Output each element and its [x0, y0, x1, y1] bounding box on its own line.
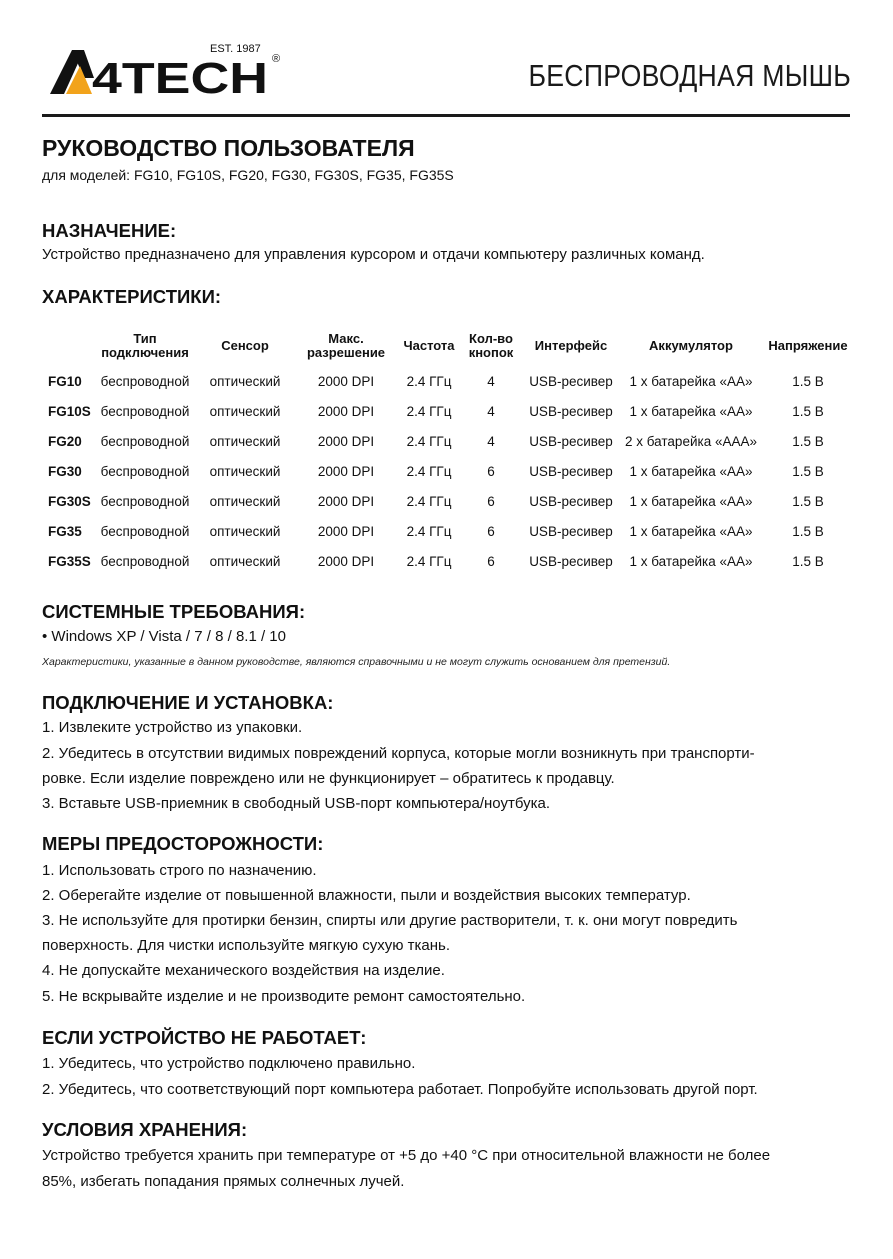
column-header: Сенсор	[221, 338, 269, 353]
column-header: Частота	[403, 338, 455, 353]
table-cell: 4	[487, 433, 495, 449]
header-divider	[42, 114, 850, 117]
table-cell: USB-ресивер	[529, 523, 613, 539]
column-header: Тип подключения	[101, 331, 189, 360]
table-cell: 1 х батарейка «АА»	[629, 403, 753, 419]
install-step: 3. Вставьте USB-приемник в свободный USB-порт компьютера/ноутбука.	[42, 795, 551, 812]
table-cell: 2.4 ГГц	[406, 373, 452, 389]
table-header-row	[42, 326, 854, 366]
precaution-item: поверхность. Для чистки используйте мягкую сухую ткань.	[42, 937, 451, 954]
table-row	[42, 486, 854, 516]
table-cell: беспроводной	[100, 493, 190, 509]
models-line: для моделей: FG10, FG10S, FG20, FG30, FG30S, FG35, FG35S	[42, 167, 454, 183]
purpose-text: Устройство предназначено для управления курсором и отдачи компьютеру различных команд.	[42, 246, 705, 263]
table-cell: беспроводной	[100, 553, 190, 569]
precaution-item: 5. Не вскрывайте изделие и не производите ремонт самостоятельно.	[42, 988, 526, 1005]
table-cell: 6	[487, 493, 495, 509]
table-cell: беспроводной	[100, 433, 190, 449]
table-cell: оптический	[209, 463, 281, 479]
precaution-item: 2. Оберегайте изделие от повышенной влажности, пыли и воздействия высоких температур.	[42, 887, 691, 904]
table-cell: оптический	[209, 403, 281, 419]
table-cell: беспроводной	[100, 373, 190, 389]
table-cell: 2.4 ГГц	[406, 463, 452, 479]
table-row	[42, 546, 854, 576]
table-cell: USB-ресивер	[529, 493, 613, 509]
column-header: Аккумулятор	[649, 338, 733, 353]
column-header: Кол-во кнопок	[468, 331, 514, 360]
specs-table	[42, 326, 854, 576]
install-step: 2. Убедитесь в отсутствии видимых повреждений корпуса, которые могли возникнуть при транспорти-	[42, 745, 755, 762]
table-cell: 2.4 ГГц	[406, 433, 452, 449]
table-cell: USB-ресивер	[529, 373, 613, 389]
document-type: БЕСПРОВОДНАЯ МЫШЬ	[528, 58, 851, 93]
table-cell: USB-ресивер	[529, 463, 613, 479]
table-cell: 2000 DPI	[317, 463, 375, 479]
table-cell: 4	[487, 403, 495, 419]
storage-heading: УСЛОВИЯ ХРАНЕНИЯ:	[42, 1119, 248, 1140]
table-cell: беспроводной	[100, 523, 190, 539]
precaution-item: 1. Использовать строго по назначению.	[42, 862, 317, 879]
table-cell: 4	[487, 373, 495, 389]
table-cell: беспроводной	[100, 403, 190, 419]
table-cell: 2.4 ГГц	[406, 553, 452, 569]
column-header: Напряжение	[768, 338, 848, 353]
table-row	[42, 366, 854, 396]
table-cell: 2000 DPI	[317, 493, 375, 509]
table-cell: FG35	[48, 523, 82, 539]
install-step: 1. Извлеките устройство из упаковки.	[42, 719, 303, 736]
table-cell: 2.4 ГГц	[406, 493, 452, 509]
precaution-item: 3. Не используйте для протирки бензин, спирты или другие растворители, т. к. они могут повредить	[42, 912, 738, 929]
table-cell: 1 х батарейка «АА»	[629, 463, 753, 479]
table-cell: беспроводной	[100, 463, 190, 479]
precaution-item: 4. Не допускайте механического воздействия на изделие.	[42, 962, 445, 979]
system-heading: СИСТЕМНЫЕ ТРЕБОВАНИЯ:	[42, 601, 306, 622]
troubleshoot-item: 1. Убедитесь, что устройство подключено правильно.	[42, 1055, 416, 1072]
table-cell: 1.5 В	[792, 433, 824, 449]
column-header: Интерфейс	[534, 338, 608, 353]
troubleshoot-heading: ЕСЛИ УСТРОЙСТВО НЕ РАБОТАЕТ:	[42, 1027, 367, 1048]
table-cell: 1.5 В	[792, 523, 824, 539]
table-cell: USB-ресивер	[529, 553, 613, 569]
table-cell: 1 х батарейка «АА»	[629, 523, 753, 539]
column-header	[42, 326, 94, 366]
table-cell: оптический	[209, 553, 281, 569]
install-step: ровке. Если изделие повреждено или не функционирует – обратитесь к продавцу.	[42, 770, 615, 787]
table-cell: 2000 DPI	[317, 403, 375, 419]
table-cell: 1.5 В	[792, 373, 824, 389]
table-cell: 2000 DPI	[317, 373, 375, 389]
table-cell: 2.4 ГГц	[406, 523, 452, 539]
table-cell: USB-ресивер	[529, 403, 613, 419]
purpose-heading: НАЗНАЧЕНИЕ:	[42, 220, 177, 241]
storage-text: Устройство требуется хранить при температуре от +5 до +40 °С при относительной влажности не более	[42, 1147, 771, 1164]
table-cell: 6	[487, 523, 495, 539]
table-cell: 2 х батарейка «ААА»	[625, 433, 757, 449]
table-cell: 2000 DPI	[317, 553, 375, 569]
table-cell: 2.4 ГГц	[406, 403, 452, 419]
table-cell: 2000 DPI	[317, 433, 375, 449]
table-cell: оптический	[209, 493, 281, 509]
table-cell: FG10S	[48, 403, 91, 419]
table-cell: 1.5 В	[792, 463, 824, 479]
table-cell: FG10	[48, 373, 82, 389]
table-cell: FG30S	[48, 493, 91, 509]
troubleshoot-item: 2. Убедитесь, что соответствующий порт компьютера работает. Попробуйте использовать другой порт.	[42, 1081, 758, 1098]
table-cell: оптический	[209, 523, 281, 539]
table-cell: 2000 DPI	[317, 523, 375, 539]
table-row	[42, 516, 854, 546]
os-list: • Windows XP / Vista / 7 / 8 / 8.1 / 10	[42, 628, 286, 645]
table-cell: 6	[487, 463, 495, 479]
a4tech-logo	[50, 38, 290, 100]
precautions-heading: МЕРЫ ПРЕДОСТОРОЖНОСТИ:	[42, 833, 324, 854]
table-cell: FG30	[48, 463, 82, 479]
table-cell: оптический	[209, 433, 281, 449]
disclaimer-note: Характеристики, указанные в данном руководстве, являются справочными и не могут служить основанием для претензий.	[42, 656, 671, 668]
table-cell: 1 х батарейка «АА»	[629, 373, 753, 389]
table-cell: USB-ресивер	[529, 433, 613, 449]
logo-wordmark: 4TECH	[92, 54, 268, 100]
table-cell: 1.5 В	[792, 403, 824, 419]
table-row	[42, 396, 854, 426]
install-heading: ПОДКЛЮЧЕНИЕ И УСТАНОВКА:	[42, 692, 334, 713]
table-row	[42, 426, 854, 456]
table-row	[42, 456, 854, 486]
table-cell: оптический	[209, 373, 281, 389]
table-cell: 6	[487, 553, 495, 569]
table-cell: FG35S	[48, 553, 91, 569]
table-cell: 1.5 В	[792, 493, 824, 509]
storage-text: 85%, избегать попадания прямых солнечных лучей.	[42, 1173, 405, 1190]
specs-heading: ХАРАКТЕРИСТИКИ:	[42, 286, 222, 307]
table-cell: FG20	[48, 433, 82, 449]
page-title: РУКОВОДСТВО ПОЛЬЗОВАТЕЛЯ	[42, 135, 415, 161]
column-header: Макс. разрешение	[306, 331, 386, 360]
table-cell: 1 х батарейка «АА»	[629, 553, 753, 569]
logo-est: EST. 1987	[210, 43, 261, 55]
table-cell: 1 х батарейка «АА»	[629, 493, 753, 509]
registered-mark: ®	[272, 53, 281, 65]
table-cell: 1.5 В	[792, 553, 824, 569]
